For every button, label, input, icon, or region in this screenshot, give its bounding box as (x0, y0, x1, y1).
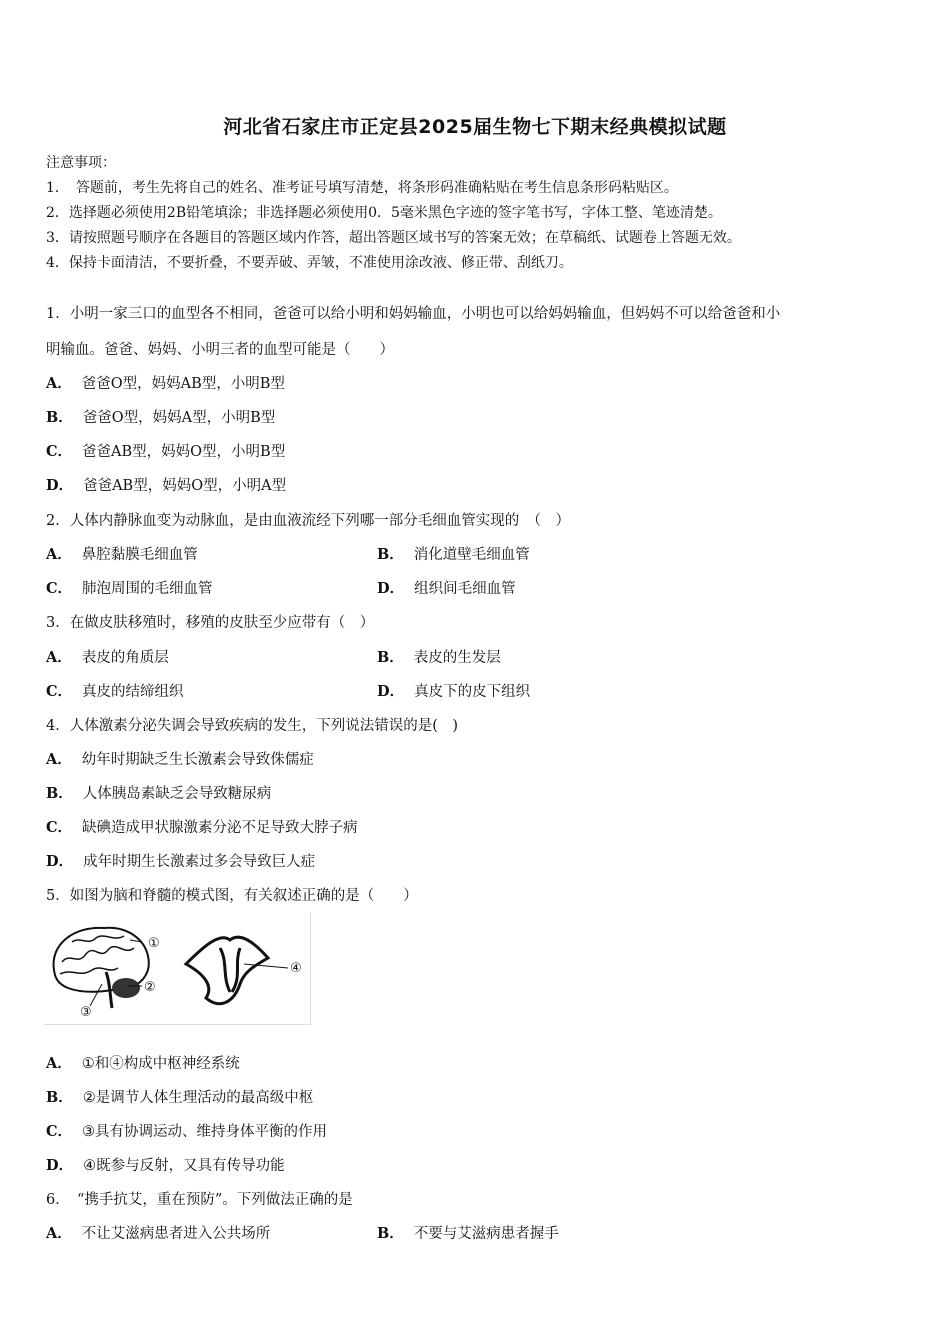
option-text: 消化道壁毛细血管 (413, 547, 530, 563)
option-label: D． (46, 853, 74, 870)
option-text: 爸爸O型，妈妈AB型，小明B型 (81, 376, 285, 392)
option-text: 人体胰岛素缺乏会导致糖尿病 (82, 786, 272, 802)
option-d (377, 577, 516, 598)
option-text: ④既参与反射，又具有传导功能 (83, 1158, 285, 1174)
option-label: B． (46, 409, 73, 426)
option-d (46, 474, 286, 495)
notes-item: 1． 答题前，考生先将自己的姓名、准考证号填写清楚，将条形码准确粘贴在考生信息条形码粘贴区。 (46, 180, 678, 196)
question-stem: 6． “携手抗艾，重在预防”。下列做法正确的是 (46, 1192, 353, 1208)
option-label: A． (46, 649, 72, 666)
option-b (377, 1222, 559, 1243)
option-text: 组织间毛细血管 (414, 581, 516, 597)
option-text: 肺泡周围的毛细血管 (82, 581, 213, 597)
option-text: 真皮的结缔组织 (82, 684, 184, 700)
option-label: B． (377, 1225, 404, 1242)
option-text: 不让艾滋病患者进入公共场所 (81, 1226, 271, 1242)
option-text: 爸爸O型，妈妈A型，小明B型 (82, 410, 276, 426)
question-stem: 3．在做皮肤移殖时，移殖的皮肤至少应带有（ ） (46, 615, 375, 631)
option-a (46, 372, 285, 393)
option-b (46, 406, 275, 427)
option-b (46, 1086, 313, 1107)
option-label: A． (46, 1225, 72, 1242)
option-text: 鼻腔黏膜毛细血管 (81, 547, 198, 563)
option-a (46, 1052, 240, 1073)
option-text: 爸爸AB型，妈妈O型，小明A型 (83, 478, 287, 494)
option-c (46, 577, 213, 598)
question-stem: 2．人体内静脉血变为动脉血，是由血液流经下列哪一部分毛细血管实现的 （ ） (46, 513, 570, 529)
option-label: A． (46, 375, 72, 392)
question-stem: 5．如图为脑和脊髓的模式图，有关叙述正确的是（ ） (46, 888, 418, 904)
figure-label: ① (148, 936, 160, 951)
option-text: 表皮的生发层 (413, 650, 501, 666)
option-text: 爸爸AB型，妈妈O型，小明B型 (82, 444, 286, 460)
option-label: A． (46, 751, 72, 768)
option-d (46, 1154, 285, 1175)
option-text: 真皮下的皮下组织 (414, 684, 531, 700)
option-label: B． (377, 546, 404, 563)
option-c (46, 680, 184, 701)
option-text: ①和④构成中枢神经系统 (81, 1056, 240, 1072)
option-d (377, 680, 530, 701)
option-label: C． (46, 580, 73, 597)
option-a (46, 646, 169, 667)
option-label: A． (46, 1055, 72, 1072)
option-label: D． (377, 580, 405, 597)
option-label: C． (46, 819, 73, 836)
option-a (46, 1222, 270, 1243)
option-label: C． (46, 443, 73, 460)
option-label: B． (46, 1089, 73, 1106)
notes-heading: 注意事项： (46, 155, 116, 171)
option-label: D． (46, 477, 74, 494)
option-label: C． (46, 683, 73, 700)
figure-label: ④ (290, 961, 302, 976)
figure-label: ③ (80, 1005, 92, 1020)
question-stem: 4．人体激素分泌失调会导致疾病的发生，下列说法错误的是( ) (46, 718, 459, 734)
figure-label: ② (144, 980, 156, 995)
question-stem: 1．小明一家三口的血型各不相同，爸爸可以给小明和妈妈输血，小明也可以给妈妈输血，但妈妈不可以给爸爸和小 (46, 306, 781, 322)
option-text: 不要与艾滋病患者握手 (413, 1226, 559, 1242)
option-label: D． (377, 683, 405, 700)
option-d (46, 850, 315, 871)
option-c (46, 440, 285, 461)
option-c (46, 1120, 327, 1141)
option-a (46, 748, 314, 769)
option-label: C． (46, 1123, 73, 1140)
option-label: D． (46, 1157, 74, 1174)
option-label: A． (46, 546, 72, 563)
page-title: 河北省石家庄市正定县2025届生物七下期末经典模拟试题 (223, 116, 727, 138)
option-b (377, 543, 530, 564)
option-text: ③具有协调运动、维持身体平衡的作用 (82, 1124, 328, 1140)
notes-item: 4．保持卡面清洁，不要折叠，不要弄破、弄皱，不准使用涂改液、修正带、刮纸刀。 (46, 255, 573, 271)
option-text: ②是调节人体生理活动的最高级中枢 (82, 1090, 314, 1106)
option-b (377, 646, 501, 667)
brain-spinal-cord-figure (44, 912, 311, 1025)
option-label: B． (377, 649, 404, 666)
option-a (46, 543, 198, 564)
question-stem: 明输血。爸爸、妈妈、小明三者的血型可能是（ ） (46, 342, 394, 358)
option-text: 缺碘造成甲状腺激素分泌不足导致大脖子病 (82, 820, 358, 836)
option-text: 成年时期生长激素过多会导致巨人症 (83, 854, 316, 870)
option-label: B． (46, 785, 73, 802)
option-c (46, 816, 358, 837)
option-text: 幼年时期缺乏生长激素会导致侏儒症 (81, 752, 314, 768)
option-b (46, 782, 271, 803)
option-text: 表皮的角质层 (81, 650, 169, 666)
brain-diagram-illustration (44, 912, 310, 1024)
notes-item: 2．选择题必须使用2B铅笔填涂；非选择题必须使用0．5毫米黑色字迹的签字笔书写，字体工整、笔迹清楚。 (46, 205, 722, 221)
notes-item: 3．请按照题号顺序在各题目的答题区域内作答，超出答题区域书写的答案无效；在草稿纸、试题卷上答题无效。 (46, 230, 741, 246)
